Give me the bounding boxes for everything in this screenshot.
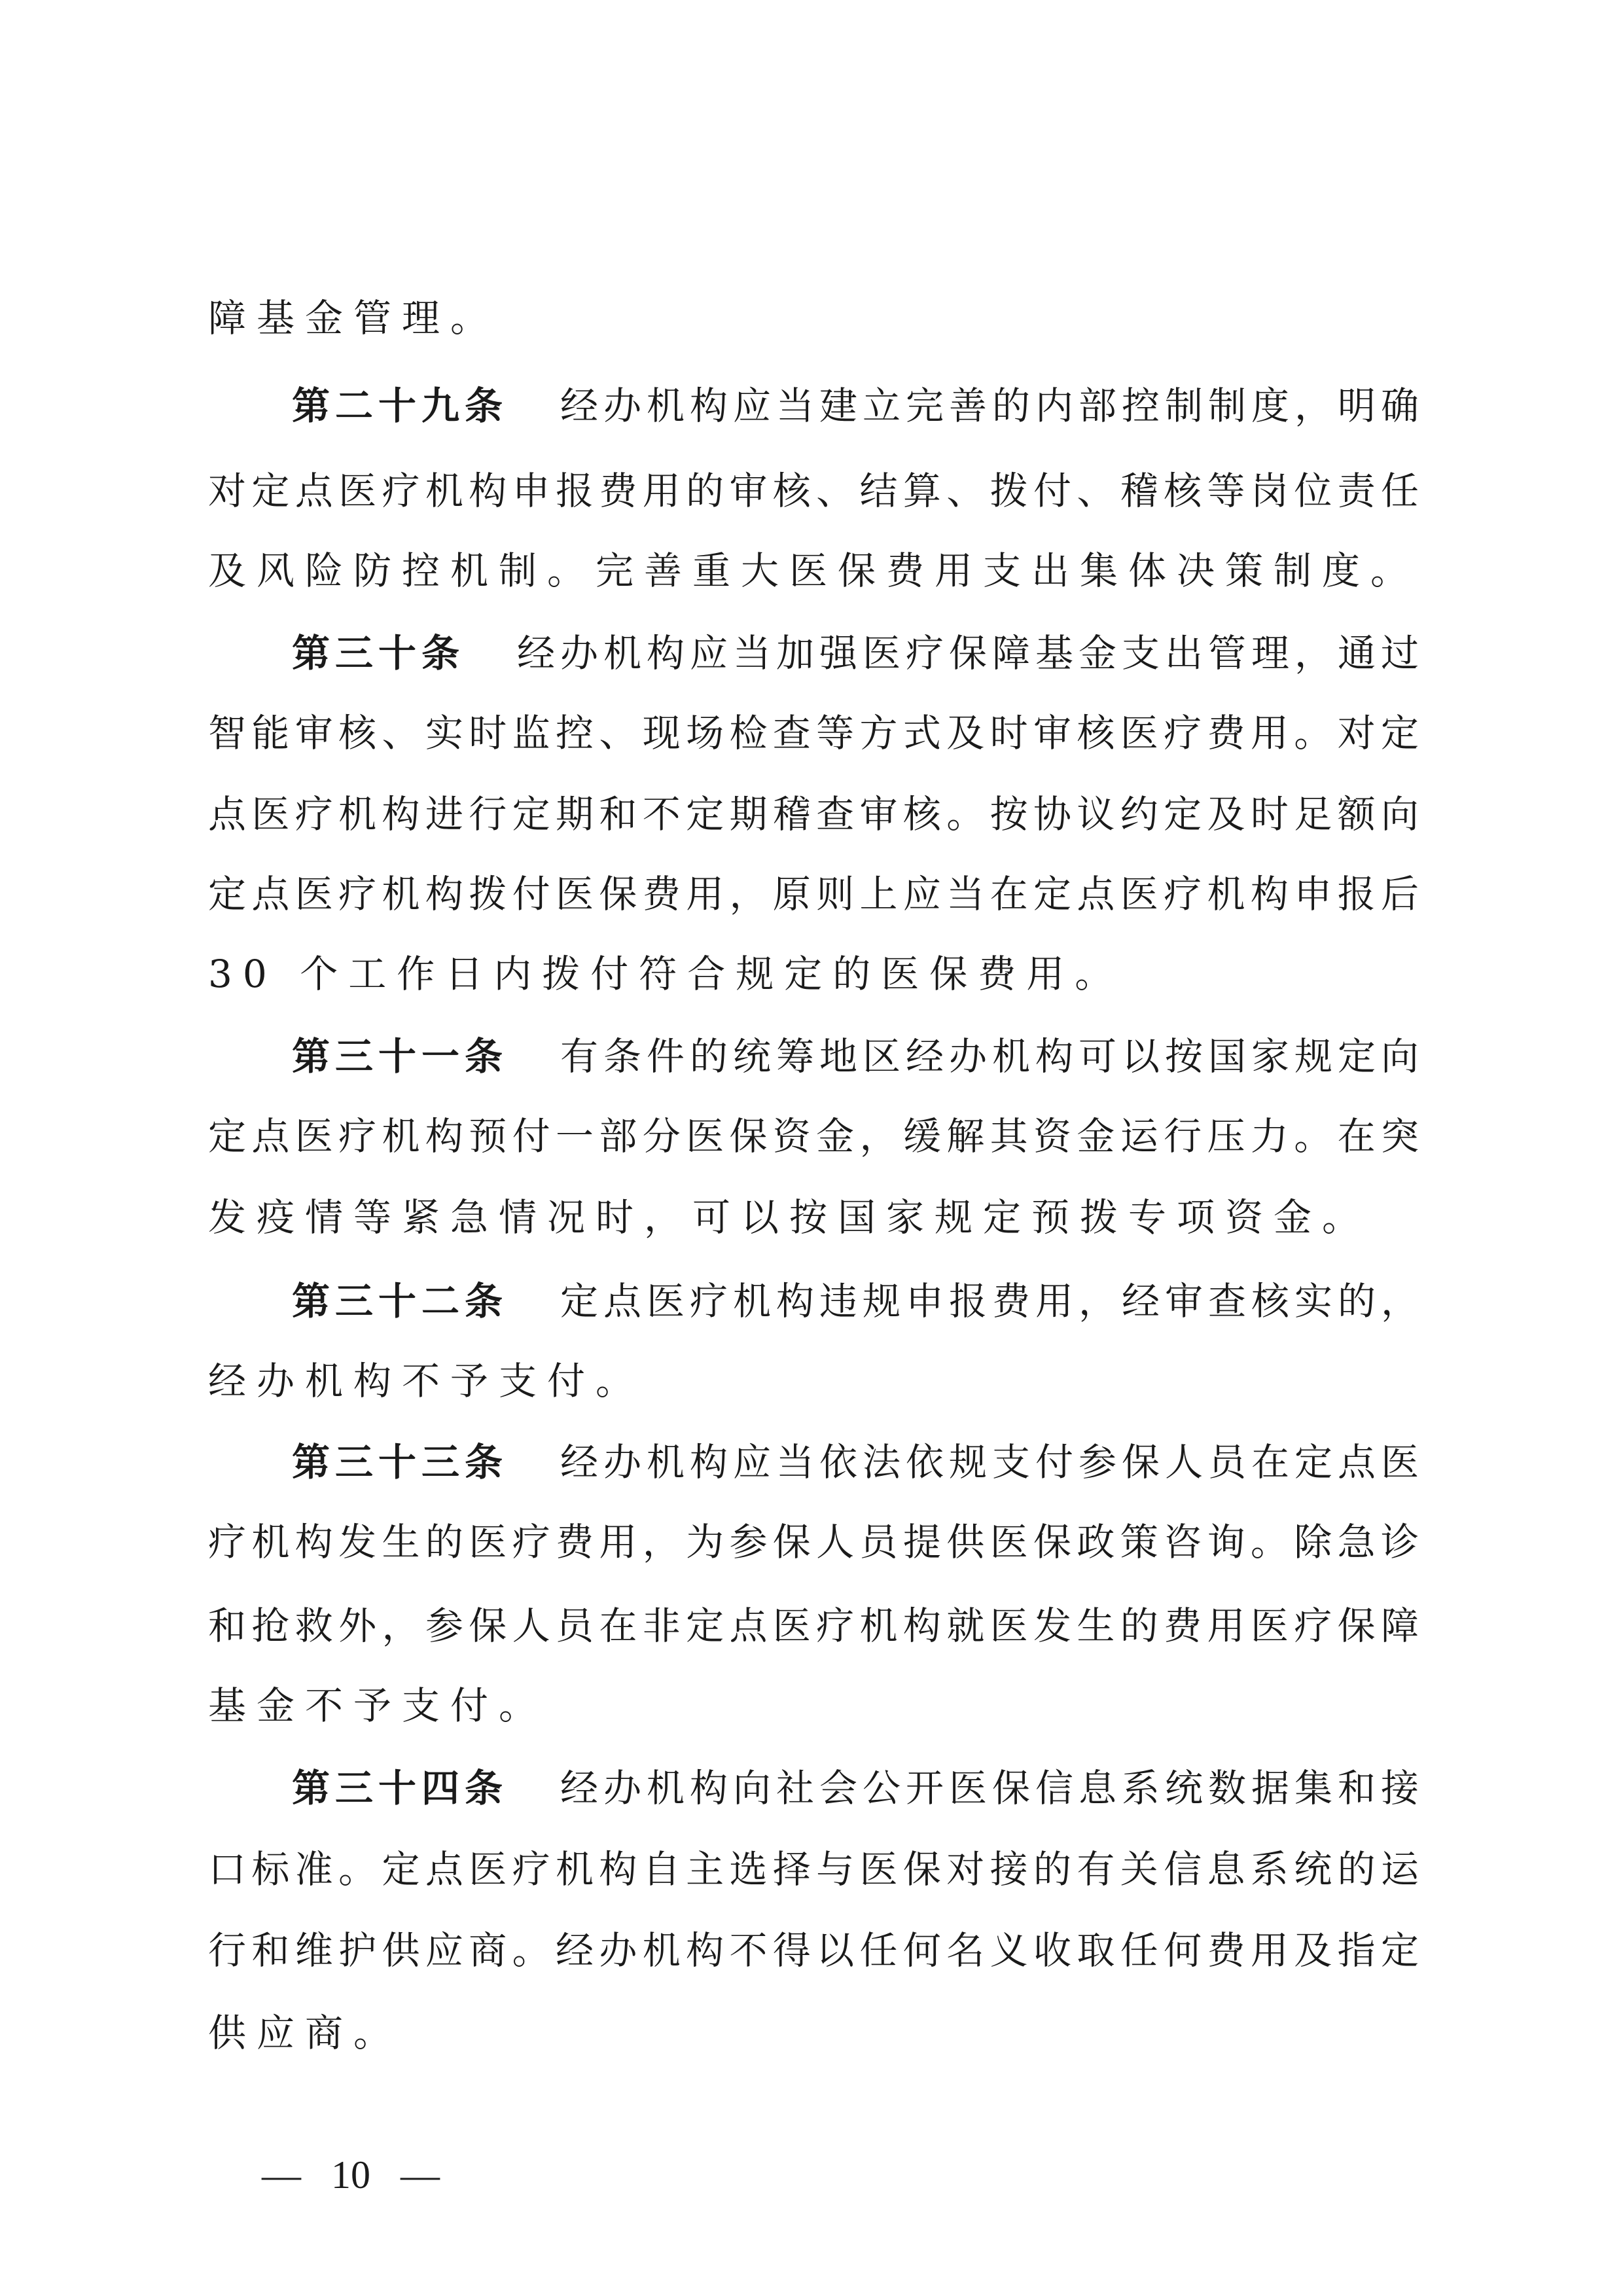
- article-32-heading: 第三十二条: [292, 1279, 508, 1323]
- text-line: 障基金管理。: [208, 296, 499, 340]
- article-29-line-1: [292, 383, 1419, 429]
- text-line: 经办机构不予支付。: [208, 1359, 645, 1403]
- text-line: 及风险防控机制。完善重大医保费用支出集体决策制度。: [208, 548, 1419, 593]
- text-line: 定点医疗机构预付一部分医保资金，缓解其资金运行压力。在突: [208, 1114, 1419, 1158]
- text-line: 基金不予支付。: [208, 1683, 548, 1728]
- text-line: 发疫情等紧急情况时，可以按国家规定预拨专项资金。: [208, 1195, 1371, 1240]
- text-line: 对定点医疗机构申报费用的审核、结算、拨付、稽核等岗位责任: [208, 469, 1419, 513]
- article-31-heading: 第三十一条: [292, 1034, 508, 1079]
- article-30-heading: 第三十条: [292, 631, 465, 675]
- article-31-line-2: [208, 1113, 1419, 1159]
- text-line: 和抢救外，参保人员在非定点医疗机构就医发生的费用医疗保障: [208, 1604, 1419, 1648]
- article-31-line-1: [292, 1033, 1419, 1079]
- text-line: 经办机构应当依法依规支付参保人员在定点医: [555, 1440, 1419, 1484]
- text-line: 供应商。: [208, 2011, 402, 2055]
- continuation-line: [208, 295, 1419, 341]
- article-29-line-2: [208, 468, 1419, 514]
- text-line: 经办机构向社会公开医保信息系统数据集和接: [555, 1766, 1419, 1810]
- text-line: 定点医疗机构违规申报费用，经审查核实的，: [555, 1279, 1419, 1323]
- text-line: 智能审核、实时监控、现场检查等方式及时审核医疗费用。对定: [208, 711, 1419, 755]
- article-34-line-1: [292, 1765, 1419, 1811]
- text-line: 疗机构发生的医疗费用，为参保人员提供医保政策咨询。除急诊: [208, 1520, 1419, 1564]
- text-line: 行和维护供应商。经办机构不得以任何名义收取任何费用及指定: [208, 1928, 1419, 1973]
- article-33-line-3: [208, 1603, 1419, 1649]
- footer-dash-left: —: [262, 2153, 301, 2197]
- article-33-line-4: [208, 1683, 1419, 1729]
- article-33-line-2: [208, 1519, 1419, 1565]
- article-33-line-1: [292, 1439, 1419, 1485]
- article-29-heading: 第二十九条: [292, 384, 508, 428]
- footer-dash-right: —: [401, 2153, 440, 2197]
- article-30-line-1: [292, 630, 1419, 676]
- article-33-heading: 第三十三条: [292, 1440, 508, 1484]
- article-30-line-4: [208, 871, 1419, 917]
- article-34-line-3: [208, 1928, 1419, 1973]
- article-30-line-5: [208, 951, 1419, 997]
- article-34-line-4: [208, 2010, 1419, 2056]
- page-footer: [255, 2152, 446, 2198]
- article-32-line-1: [292, 1278, 1419, 1324]
- article-30-line-2: [208, 710, 1419, 756]
- text-line: 点医疗机构进行定期和不定期稽查审核。按协议约定及时足额向: [208, 792, 1419, 836]
- article-34-heading: 第三十四条: [292, 1766, 508, 1810]
- article-32-line-2: [208, 1358, 1419, 1404]
- text-line: 经办机构应当加强医疗保障基金支出管理，通过: [512, 631, 1419, 675]
- article-31-line-3: [208, 1194, 1419, 1240]
- text-line: 经办机构应当建立完善的内部控制制度，明确: [555, 384, 1419, 428]
- text-line: 口标准。定点医疗机构自主选择与医保对接的有关信息系统的运: [208, 1847, 1419, 1892]
- text-line: 30 个工作日内拨付符合规定的医保费用。: [208, 952, 1124, 996]
- text-line: 定点医疗机构拨付医保费用，原则上应当在定点医疗机构申报后: [208, 872, 1419, 916]
- article-34-line-2: [208, 1846, 1419, 1892]
- page-number: 10: [331, 2153, 370, 2197]
- article-29-line-3: [208, 548, 1419, 594]
- article-30-line-3: [208, 791, 1419, 837]
- text-line: 有条件的统筹地区经办机构可以按国家规定向: [555, 1034, 1419, 1079]
